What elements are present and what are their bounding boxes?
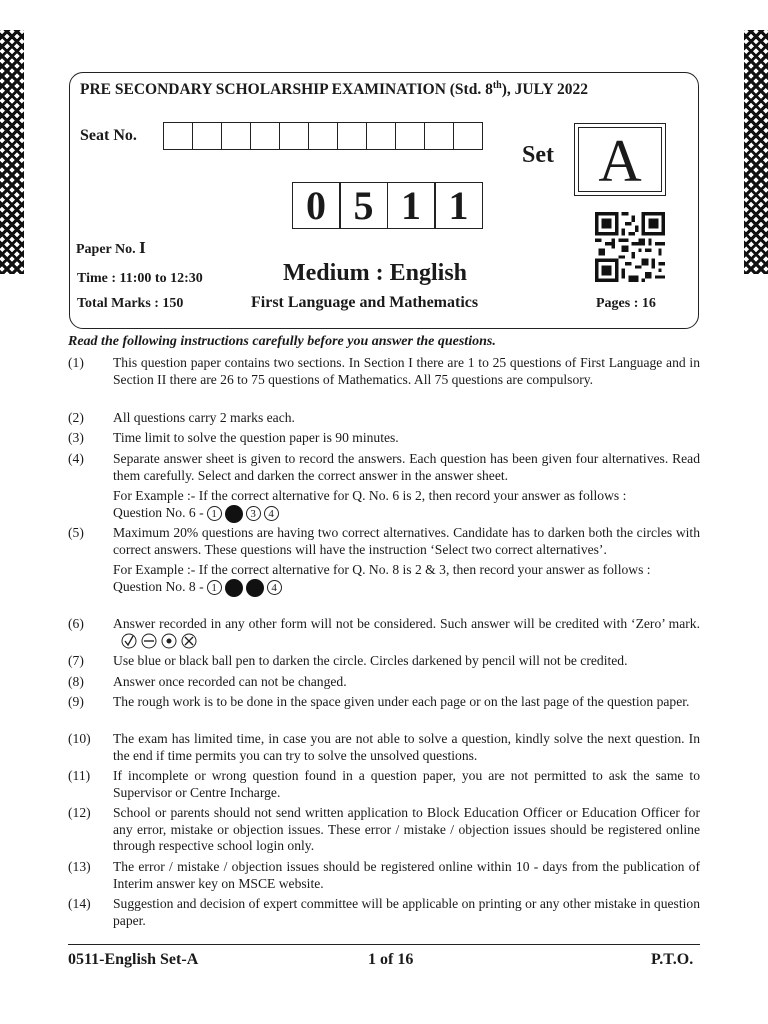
- set-label: Set: [522, 142, 554, 168]
- code-digit: 5: [339, 182, 388, 229]
- instruction-number: (8): [68, 674, 84, 689]
- instruction-number: (12): [68, 805, 91, 820]
- instruction-number: (7): [68, 653, 84, 668]
- footer-paper-id: 0511-English Set-A: [68, 951, 199, 968]
- time: Time : 11:00 to 12:30: [77, 271, 203, 286]
- instruction-text: Suggestion and decision of expert committee will be applicable on printing or any other mistake in question paper.: [113, 896, 700, 928]
- instruction-text: Answer once recorded can not be changed.: [113, 674, 347, 689]
- example-question: [113, 505, 279, 523]
- instruction-text: School or parents should not send written application to Block Education Officer or Education Officer for any error, mistake or objection issues. These error / mistake / objection issues should be registered online through respective school login only.: [113, 805, 700, 853]
- qr-code-icon: [595, 212, 665, 282]
- paper-code: [293, 182, 483, 229]
- instruction-text: The exam has limited time, in case you are not able to solve a question, kindly solve the next question. In the end if time permits you can try to solve the unsolved questions.: [113, 731, 700, 763]
- seat-box[interactable]: [279, 122, 309, 150]
- instruction-item: [68, 768, 700, 801]
- tick-mark-circle-icon: [121, 633, 137, 649]
- instruction-text: The rough work is to be done in the space given under each page or on the last page of the question paper.: [113, 694, 690, 709]
- instruction-number: (13): [68, 859, 91, 874]
- instruction-text: The error / mistake / objection issues should be registered online within 10 - days from the publication of Interim answer key on MSCE website.: [113, 859, 700, 891]
- paper-number: Paper No. I: [76, 238, 146, 257]
- example-text: For Example :- If the correct alternative for Q. No. 6 is 2, then record your answer as follows :: [113, 488, 627, 503]
- seat-box[interactable]: [453, 122, 483, 150]
- instruction-number: (6): [68, 616, 84, 631]
- option-circle: 3: [246, 506, 261, 521]
- instruction-text: Use blue or black ball pen to darken the circle. Circles darkened by pencil will not be credited.: [113, 653, 628, 668]
- instruction-item: [68, 674, 700, 691]
- instruction-item: [68, 653, 700, 670]
- invalid-marks: [121, 633, 197, 649]
- instruction-text: If incomplete or wrong question found in a question paper, you are not permitted to ask the same to Supervisor or Centre Incharge.: [113, 768, 700, 800]
- seat-number-boxes[interactable]: [164, 122, 483, 150]
- instruction-number: (2): [68, 410, 84, 425]
- code-digit: 1: [387, 182, 436, 229]
- seat-box[interactable]: [395, 122, 425, 150]
- instruction-number: (5): [68, 525, 84, 540]
- exam-title: PRE SECONDARY SCHOLARSHIP EXAMINATION (Std. 8th), JULY 2022: [80, 80, 589, 99]
- instruction-number: (11): [68, 768, 91, 783]
- seat-box[interactable]: [366, 122, 396, 150]
- seat-box[interactable]: [308, 122, 338, 150]
- instruction-text: Separate answer sheet is given to record the answers. Each question has been given four alternatives. Read them carefully. Select and darken the correct answer in the answer sheet.: [113, 451, 700, 483]
- instruction-item: [68, 355, 700, 388]
- decorative-border-left: [0, 30, 24, 274]
- seat-label: Seat No.: [80, 127, 137, 144]
- dash-mark-circle-icon: [141, 633, 157, 649]
- example-block: [113, 562, 700, 597]
- example-question: [113, 579, 282, 597]
- code-digit: 1: [434, 182, 483, 229]
- option-circle: 4: [267, 580, 282, 595]
- option-circle: 1: [207, 506, 222, 521]
- example-question-label: Question No. 8 -: [113, 579, 204, 595]
- option-circle: 1: [207, 580, 222, 595]
- seat-box[interactable]: [424, 122, 454, 150]
- instruction-number: (14): [68, 896, 91, 911]
- code-digit: 0: [292, 182, 341, 229]
- cross-mark-circle-icon: [181, 633, 197, 649]
- pages: Pages : 16: [596, 296, 656, 311]
- filled-option-circle: [246, 579, 264, 597]
- footer-divider: [68, 944, 700, 945]
- instruction-item: [68, 896, 700, 929]
- footer-page-number: 1 of 16: [368, 951, 414, 968]
- instruction-text: Answer recorded in any other form will not be considered. Such answer will be credited with ‘Zero’ mark.: [113, 616, 700, 649]
- seat-box[interactable]: [337, 122, 367, 150]
- dot-mark-circle-icon: [161, 633, 177, 649]
- subject: First Language and Mathematics: [251, 294, 479, 311]
- set-box: [574, 123, 666, 196]
- seat-box[interactable]: [221, 122, 251, 150]
- footer-pto: P.T.O.: [651, 951, 694, 968]
- instruction-item: [68, 430, 700, 447]
- instructions-intro: Read the following instructions carefully before you answer the questions.: [68, 334, 496, 349]
- example-block: [113, 488, 700, 523]
- instruction-number: (1): [68, 355, 84, 370]
- filled-option-circle: [225, 505, 243, 523]
- instruction-item: [68, 859, 700, 892]
- instruction-text: All questions carry 2 marks each.: [113, 410, 295, 425]
- instruction-number: (3): [68, 430, 84, 445]
- instruction-number: (9): [68, 694, 84, 709]
- total-marks: Total Marks : 150: [77, 296, 184, 311]
- instruction-text: This question paper contains two sections. In Section I there are 1 to 25 questions of First Language and in Section II there are 26 to 75 questions of Mathematics. All 75 questions are compulsory.: [113, 355, 700, 387]
- instruction-number: (10): [68, 731, 91, 746]
- instruction-text: Time limit to solve the question paper is 90 minutes.: [113, 430, 399, 445]
- instruction-item: [68, 410, 700, 427]
- seat-box[interactable]: [250, 122, 280, 150]
- seat-box[interactable]: [192, 122, 222, 150]
- instruction-item: [68, 525, 700, 597]
- instruction-item: [68, 616, 700, 649]
- filled-option-circle: [225, 579, 243, 597]
- instruction-item: [68, 694, 700, 711]
- option-circle: 4: [264, 506, 279, 521]
- instruction-item: [68, 805, 700, 855]
- medium: Medium : English: [283, 260, 468, 286]
- decorative-border-right: [744, 30, 768, 274]
- instruction-item: [68, 451, 700, 523]
- set-value: A: [578, 127, 662, 192]
- instruction-number: (4): [68, 451, 84, 466]
- instruction-item: [68, 731, 700, 764]
- example-question-label: Question No. 6 -: [113, 505, 204, 521]
- example-text: For Example :- If the correct alternative for Q. No. 8 is 2 & 3, then record your answer as follows :: [113, 562, 651, 577]
- instruction-text: Maximum 20% questions are having two correct alternatives. Candidate has to darken both the circles with correct answers. These questions will have the instruction ‘Select two correct alternatives’.: [113, 525, 700, 557]
- seat-box[interactable]: [163, 122, 193, 150]
